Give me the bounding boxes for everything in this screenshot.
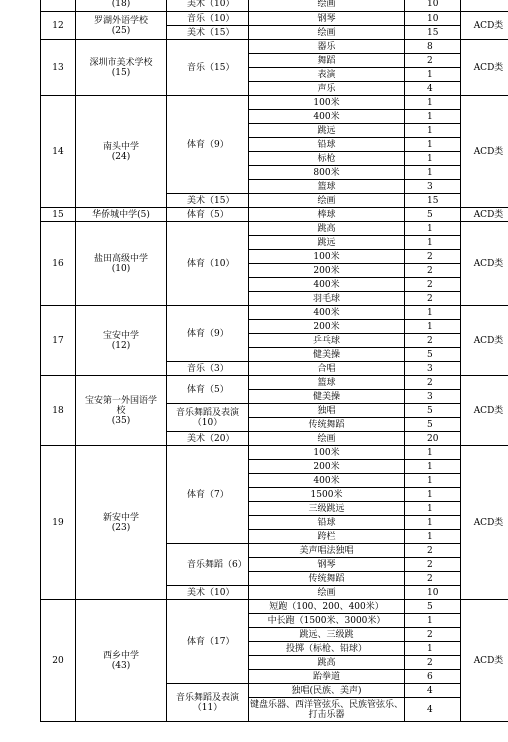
- count-cell: 4: [405, 82, 461, 96]
- count-cell: 5: [405, 418, 461, 432]
- school-name-cell: 盐田高级中学 (10): [76, 222, 167, 306]
- count-cell: 1: [405, 460, 461, 474]
- count-cell: 5: [405, 600, 461, 614]
- subject-cell: 音乐（3）: [167, 362, 249, 376]
- subject-cell: 体育（9）: [167, 96, 249, 194]
- item-cell: 短跑（100、200、400米）: [249, 600, 405, 614]
- school-name-cell: 宝安第一外国语学 校 (35): [76, 376, 167, 446]
- item-cell: 独唱(民族、美声): [249, 684, 405, 698]
- school-name-cell: (18): [76, 0, 167, 12]
- count-cell: 2: [405, 628, 461, 642]
- count-cell: 2: [405, 572, 461, 586]
- item-cell: 绘画: [249, 0, 405, 12]
- category-cell: ACD类: [461, 306, 508, 376]
- subject-cell: 美术（15）: [167, 26, 249, 40]
- subject-cell: 美术（20）: [167, 432, 249, 446]
- item-cell: 器乐: [249, 40, 405, 54]
- item-cell: 羽毛球: [249, 292, 405, 306]
- item-cell: 200米: [249, 460, 405, 474]
- table-row: [41, 446, 508, 460]
- count-cell: 2: [405, 292, 461, 306]
- count-cell: 6: [405, 670, 461, 684]
- table-row: [41, 306, 508, 320]
- school-no-cell: 15: [41, 208, 76, 222]
- school-no-cell: 19: [41, 446, 76, 600]
- subject-cell: 音乐（15）: [167, 40, 249, 96]
- table-row: [41, 40, 508, 54]
- count-cell: 1: [405, 642, 461, 656]
- count-cell: 2: [405, 558, 461, 572]
- item-cell: 绘画: [249, 586, 405, 600]
- item-cell: 铅球: [249, 138, 405, 152]
- item-cell: 键盘乐器、西洋管弦乐、民族管弦乐、打击乐器: [249, 699, 403, 720]
- count-cell: 1: [405, 110, 461, 124]
- subject-cell: 音乐（10）: [167, 12, 249, 26]
- item-cell: 400米: [249, 278, 405, 292]
- table-row: [41, 222, 508, 236]
- subject-cell: 体育（5）: [167, 208, 249, 222]
- count-cell: 8: [405, 40, 461, 54]
- school-no-cell: 18: [41, 376, 76, 446]
- item-cell: 跳远、三级跳: [249, 628, 405, 642]
- count-cell: 2: [405, 278, 461, 292]
- item-cell: 绘画: [249, 26, 405, 40]
- school-name-cell: 深圳市美术学校 (15): [76, 40, 167, 96]
- count-cell: 2: [405, 376, 461, 390]
- item-cell: 传统舞蹈: [249, 572, 405, 586]
- category-cell: ACD类: [461, 12, 508, 40]
- item-cell: 1500米: [249, 488, 405, 502]
- count-cell: 2: [405, 656, 461, 670]
- item-cell: 100米: [249, 96, 405, 110]
- count-cell: 5: [405, 348, 461, 362]
- table-row: [41, 96, 508, 110]
- count-cell: 1: [405, 474, 461, 488]
- count-cell: 2: [405, 264, 461, 278]
- count-cell: 1: [405, 502, 461, 516]
- count-cell: 1: [405, 68, 461, 82]
- subject-cell: 美术（10）: [167, 586, 249, 600]
- count-cell: 1: [405, 614, 461, 628]
- item-cell: 200米: [249, 264, 405, 278]
- category-cell: ACD类: [461, 96, 508, 208]
- school-no-cell: [41, 0, 76, 12]
- count-cell: 5: [405, 404, 461, 418]
- item-cell: 跳高: [249, 222, 405, 236]
- subject-cell: 体育（5）: [167, 376, 249, 404]
- item-cell: 跳高: [249, 656, 405, 670]
- item-cell: 乒乓球: [249, 334, 405, 348]
- count-cell: 1: [405, 236, 461, 250]
- item-cell: 绘画: [249, 194, 405, 208]
- count-cell: 1: [405, 306, 461, 320]
- count-cell: 2: [405, 334, 461, 348]
- count-cell: 3: [405, 390, 461, 404]
- subject-cell: 体育（7）: [167, 446, 249, 544]
- count-cell: 1: [405, 152, 461, 166]
- school-no-cell: 17: [41, 306, 76, 376]
- subject-cell: 体育（9）: [167, 306, 249, 362]
- school-no-cell: 16: [41, 222, 76, 306]
- item-cell: 美声唱法独唱: [249, 544, 405, 558]
- item-cell: 800米: [249, 166, 405, 180]
- enrollment-table: [40, 0, 508, 722]
- count-cell: 1: [405, 124, 461, 138]
- count-cell: 1: [405, 138, 461, 152]
- item-cell: 400米: [249, 110, 405, 124]
- school-no-cell: 13: [41, 40, 76, 96]
- count-cell: 4: [405, 698, 461, 722]
- item-cell: 篮球: [249, 376, 405, 390]
- item-cell: 舞蹈: [249, 54, 405, 68]
- table-row: [41, 600, 508, 614]
- count-cell: 1: [405, 530, 461, 544]
- count-cell: 1: [405, 446, 461, 460]
- school-name-cell: 南头中学 (24): [76, 96, 167, 208]
- count-cell: 1: [405, 96, 461, 110]
- count-cell: 4: [405, 684, 461, 698]
- item-cell: 篮球: [249, 180, 405, 194]
- table-row: [41, 12, 508, 26]
- count-cell: 5: [405, 208, 461, 222]
- table-row: [41, 376, 508, 390]
- category-cell: ACD类: [461, 376, 508, 446]
- count-cell: 20: [405, 432, 461, 446]
- item-cell: 独唱: [249, 404, 405, 418]
- item-cell: 标枪: [249, 152, 405, 166]
- item-cell: 100米: [249, 446, 405, 460]
- category-cell: ACD类: [461, 222, 508, 306]
- item-cell: 跆拳道: [249, 670, 405, 684]
- item-cell: 健美操: [249, 348, 405, 362]
- item-cell: 表演: [249, 68, 405, 82]
- count-cell: 10: [405, 12, 461, 26]
- item-cell: 投掷（标枪、铅球）: [249, 642, 405, 656]
- item-cell: 绘画: [249, 432, 405, 446]
- school-name-cell: 宝安中学 (12): [76, 306, 167, 376]
- count-cell: 15: [405, 194, 461, 208]
- count-cell: 3: [405, 362, 461, 376]
- count-cell: 1: [405, 166, 461, 180]
- school-name-cell: 西乡中学 (43): [76, 600, 167, 722]
- subject-cell: 体育（17）: [167, 600, 249, 684]
- count-cell: 1: [405, 320, 461, 334]
- count-cell: 2: [405, 250, 461, 264]
- category-cell: ACD类: [461, 40, 508, 96]
- school-name-cell: 新安中学 (23): [76, 446, 167, 600]
- subject-cell: 音乐舞蹈（6）: [167, 544, 249, 586]
- item-cell: 100米: [249, 250, 405, 264]
- category-cell: [461, 0, 508, 12]
- count-cell: 1: [405, 516, 461, 530]
- count-cell: 2: [405, 54, 461, 68]
- item-cell: 传统舞蹈: [249, 418, 405, 432]
- school-no-cell: 12: [41, 12, 76, 40]
- item-cell: 200米: [249, 320, 405, 334]
- count-cell: 1: [405, 222, 461, 236]
- subject-cell: 美术（10）: [167, 0, 249, 12]
- item-cell: 跳远: [249, 124, 405, 138]
- count-cell: 10: [405, 586, 461, 600]
- item-cell: 合唱: [249, 362, 405, 376]
- subject-cell: 体育（10）: [167, 222, 249, 306]
- school-no-cell: 20: [41, 600, 76, 722]
- school-name-cell: 华侨城中学(5): [76, 208, 167, 222]
- item-cell: 跨栏: [249, 530, 405, 544]
- count-cell: 15: [405, 26, 461, 40]
- enrollment-table-sheet: [40, 0, 508, 722]
- item-cell: 400米: [249, 306, 405, 320]
- item-cell: 健美操: [249, 390, 405, 404]
- item-cell: 铅球: [249, 516, 405, 530]
- school-name-cell: 罗湖外语学校 (25): [76, 12, 167, 40]
- subject-cell: 音乐舞蹈及表演 （11）: [167, 684, 249, 722]
- category-cell: ACD类: [461, 600, 508, 722]
- school-no-cell: 14: [41, 96, 76, 208]
- count-cell: 1: [405, 488, 461, 502]
- category-cell: ACD类: [461, 208, 508, 222]
- item-cell: 声乐: [249, 82, 405, 96]
- category-cell: ACD类: [461, 446, 508, 600]
- item-cell: 中长跑（1500米、3000米）: [249, 614, 405, 628]
- item-cell: 跳远: [249, 236, 405, 250]
- item-cell: 三级跳远: [249, 502, 405, 516]
- count-cell: 10: [405, 0, 461, 12]
- table-row: [41, 208, 508, 222]
- item-cell: 钢琴: [249, 12, 405, 26]
- item-cell: 400米: [249, 474, 405, 488]
- item-cell: 棒球: [249, 208, 405, 222]
- item-cell: 钢琴: [249, 558, 405, 572]
- subject-cell: 音乐舞蹈及表演 （10）: [167, 404, 249, 432]
- count-cell: 2: [405, 544, 461, 558]
- subject-cell: 美术（15）: [167, 194, 249, 208]
- count-cell: 3: [405, 180, 461, 194]
- table-row: [41, 0, 508, 12]
